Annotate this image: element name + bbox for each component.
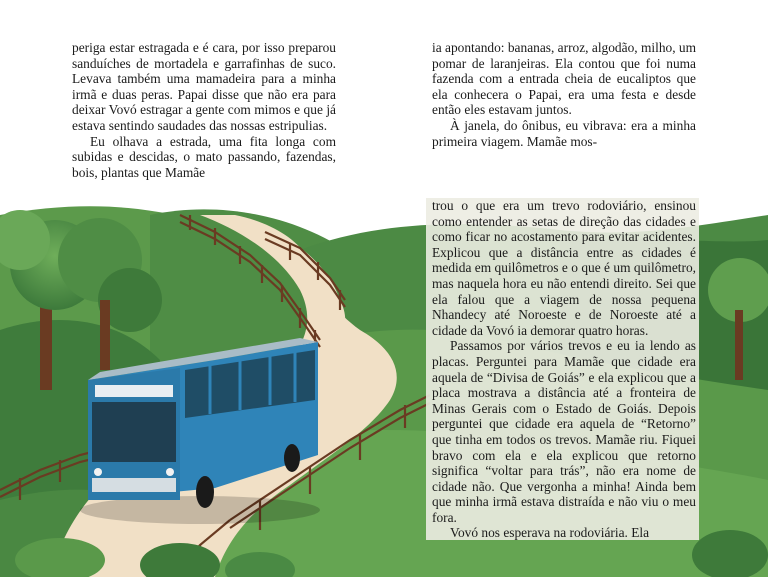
right-text-column-top xyxy=(432,40,696,149)
paragraph: À janela, do ônibus, eu vibrava: era a minha primeira viagem. Mamãe mos- xyxy=(432,117,696,149)
paragraph: Vovó nos esperava na rodoviária. Ela xyxy=(450,525,650,541)
paragraph: ia apontando: bananas, arroz, algodão, milho, um pomar de laranjeiras. Ela contou que foi numa fazenda com a entrada cheia de eucaliptos que ela conhecera o Papai, era uma festa e desde então eles estavam juntos. xyxy=(432,40,697,118)
right-text-column-box xyxy=(432,198,696,541)
paragraph: periga estar estragada e é cara, por isso preparou sanduíches de mortadela e garrafinhas de suco. Levava também uma mamadeira para a minha irmã e duas peras. Papai disse que não era para deixar Vovó estragar a gente com mimos e que já estava sentindo saudades das nossas estripulias. xyxy=(72,40,336,133)
paragraph: trou o que era um trevo rodoviário, ensinou como entender as setas de direção das cidades e como ficar no acostamento para evitar acidentes. Explicou que a distância entre as cidades é medida em quilômetros e o que é um quilômetro, mas naquela hora eu não entendi direito. Sei que ela falou que a viagem de nossa pequena Nhandecy até Noroeste e de Noroeste até a cidade da Vovó ia demorar quatro horas. xyxy=(432,198,696,338)
left-text-column xyxy=(72,40,336,180)
paragraph: Eu olhava a estrada, uma fita longa com subidas e descidas, o mato passando, fazendas, bois, plantas que Mamãe xyxy=(72,133,336,180)
paragraph: Passamos por vários trevos e eu ia lendo as placas. Perguntei para Mamãe que cidade era aquela de “Divisa de Goiás” e ela explicou que a placa mostrava a distância até a fronteira de Minas Gerais com o Estado de Goiás. Depois perguntei que cidade era aquela de “Retorno” que tinha em todos os trevos. Mamãe riu. Fiquei bravo com ela e ela explicou que retorno significa “voltar para trás”, não era nome de cidade não. Que vergonha a minha! Ainda bem que minha irmã estava distraída e não viu o meu fora. xyxy=(432,338,696,525)
